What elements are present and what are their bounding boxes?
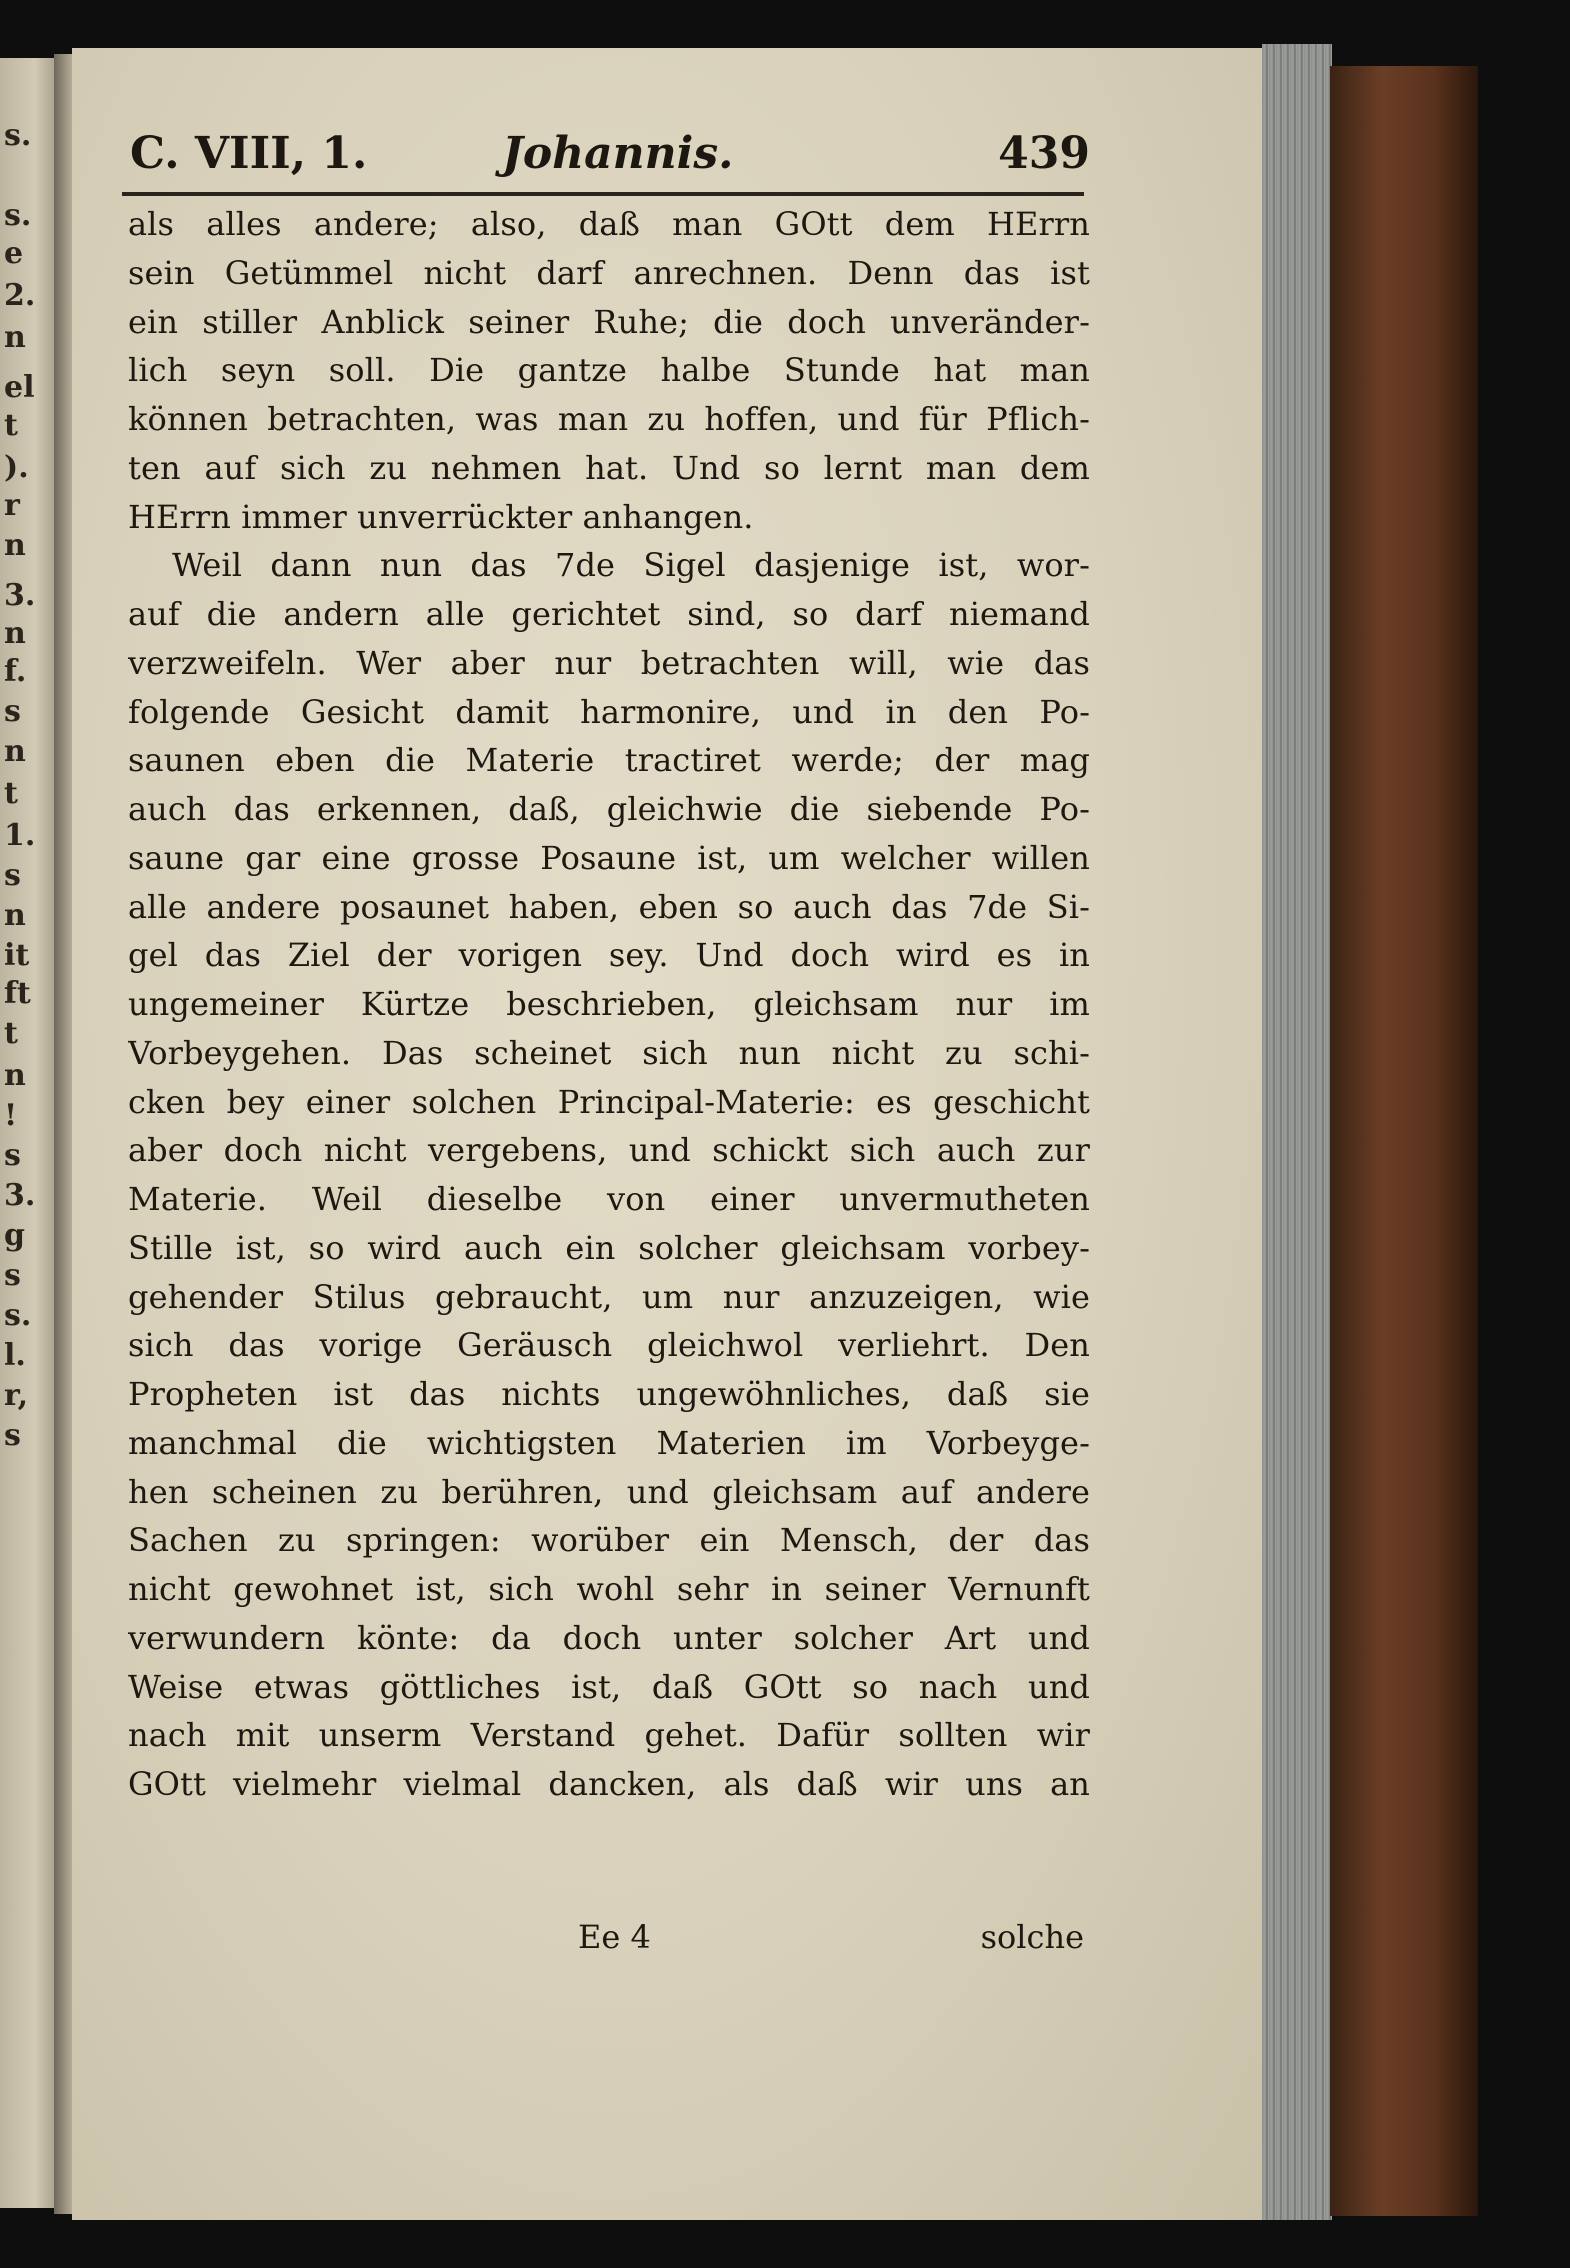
text-line: Materie. Weil dieselbe von einer unvermutheten — [128, 1180, 1090, 1218]
text-line: Propheten ist das nichts ungewöhnliches, daß sie — [128, 1375, 1090, 1413]
text-line: hen scheinen zu berühren, und gleichsam auf andere — [128, 1472, 1090, 1511]
text-line: lich seyn soll. Die gantze halbe Stunde hat man — [128, 351, 1090, 390]
text-line: manchmal die wichtigsten Materien im Vorbeyge- — [128, 1423, 1090, 1462]
left-page-glyph: ! — [4, 1098, 18, 1133]
text-line: Sachen zu springen: worüber ein Mensch, der das — [128, 1521, 1090, 1560]
catchword: solche — [980, 1918, 1084, 1956]
text-line: als alles andere; also, daß man GOtt dem HErrn — [128, 205, 1090, 243]
left-page-glyph: 2. — [4, 278, 36, 313]
left-page-glyph: ). — [4, 450, 29, 485]
text-line: ein stiller Anblick seiner Ruhe; die doch unveränder- — [128, 302, 1090, 341]
text-line: gel das Ziel der vorigen sey. Und doch wird es in — [128, 936, 1090, 975]
left-page-glyph: e — [4, 236, 24, 271]
left-page-glyph: el — [4, 370, 35, 405]
left-page-glyph: n — [4, 1058, 26, 1093]
text-line: auch das erkennen, daß, gleichwie die siebende Po- — [128, 790, 1090, 828]
left-page-glyph: t — [4, 408, 18, 443]
text-line: verzweifeln. Wer aber nur betrachten will, wie das — [128, 643, 1090, 682]
left-page-glyph: n — [4, 898, 26, 933]
text-line: Stille ist, so wird auch ein solcher gleichsam vorbey- — [128, 1228, 1090, 1267]
left-page-edge — [0, 58, 58, 2208]
left-page-glyph: r, — [4, 1378, 29, 1413]
text-line: sein Getümmel nicht darf anrechnen. Denn das ist — [128, 253, 1090, 292]
left-page-glyph: s — [4, 858, 21, 893]
body-text — [128, 200, 1090, 1809]
text-line: sich das vorige Geräusch gleichwol verliehrt. Den — [128, 1326, 1090, 1365]
signature-mark: Ee 4 — [578, 1918, 651, 1956]
left-page-glyph: 3. — [4, 1178, 36, 1213]
text-line: Weise etwas göttliches ist, daß GOtt so nach und — [128, 1667, 1090, 1706]
text-line: nicht gewohnet ist, sich wohl sehr in seiner Vernunft — [128, 1570, 1090, 1608]
left-page-glyph: 1. — [4, 818, 36, 853]
text-line: saune gar eine grosse Posaune ist, um welcher willen — [128, 838, 1090, 877]
left-page-glyph: s — [4, 1258, 21, 1293]
left-page-glyph: ft — [4, 976, 31, 1011]
left-page-glyph: s — [4, 1418, 21, 1453]
left-page-glyph: s. — [4, 118, 32, 153]
text-line: gehender Stilus gebraucht, um nur anzuzeigen, wie — [128, 1277, 1090, 1316]
page-block-edge — [1262, 44, 1332, 2220]
left-page-glyph: n — [4, 528, 26, 563]
text-line: GOtt vielmehr vielmal dancken, als daß wir uns an — [128, 1765, 1090, 1803]
text-line: aber doch nicht vergebens, und schickt sich auch zur — [128, 1131, 1090, 1170]
page-number: 439 — [998, 128, 1090, 179]
text-line: cken bey einer solchen Principal-Materie: es geschicht — [128, 1082, 1090, 1121]
running-header — [122, 128, 1090, 188]
left-page-glyph: n — [4, 616, 26, 651]
left-page-glyph: n — [4, 734, 26, 769]
leather-cover — [1330, 66, 1478, 2216]
left-page-glyph: l. — [4, 1338, 26, 1373]
text-line: ten auf sich zu nehmen hat. Und so lernt man dem — [128, 448, 1090, 487]
header-rule — [122, 192, 1084, 196]
left-page-glyph: s. — [4, 1298, 32, 1333]
left-page-glyph: s — [4, 694, 21, 729]
left-page-glyph: r — [4, 488, 20, 523]
left-page-glyph: f. — [4, 654, 27, 689]
left-page-glyph: t — [4, 1016, 18, 1051]
text-line: Vorbeygehen. Das scheinet sich nun nicht zu schi- — [128, 1033, 1090, 1072]
running-title: Johannis. — [502, 128, 734, 179]
page-footer — [122, 1918, 1084, 1970]
text-line: folgende Gesicht damit harmonire, und in den Po- — [128, 692, 1090, 731]
text-line: HErrn immer unverrückter anhangen. — [128, 497, 754, 536]
chapter-reference: C. VIII, 1. — [130, 128, 368, 179]
left-page-glyph: it — [4, 938, 30, 973]
text-line: verwundern könte: da doch unter solcher Art und — [128, 1618, 1090, 1657]
left-page-glyph: n — [4, 320, 26, 355]
left-page-glyph: g — [4, 1218, 25, 1253]
text-line: ungemeiner Kürtze beschrieben, gleichsam nur im — [128, 985, 1090, 1023]
left-page-glyph: t — [4, 776, 18, 811]
text-line: Weil dann nun das 7de Sigel dasjenige ist, wor- — [172, 546, 1090, 585]
left-page-glyph: 3. — [4, 578, 36, 613]
text-line: können betrachten, was man zu hoffen, und für Pflich- — [128, 400, 1090, 438]
text-line: auf die andern alle gerichtet sind, so darf niemand — [128, 595, 1090, 633]
left-page-glyph: s. — [4, 198, 32, 233]
text-line: alle andere posaunet haben, eben so auch das 7de Si- — [128, 887, 1090, 926]
text-line: saunen eben die Materie tractiret werde; der mag — [128, 741, 1090, 780]
text-line: nach mit unserm Verstand gehet. Dafür sollten wir — [128, 1716, 1090, 1755]
left-page-glyph: s — [4, 1138, 21, 1173]
